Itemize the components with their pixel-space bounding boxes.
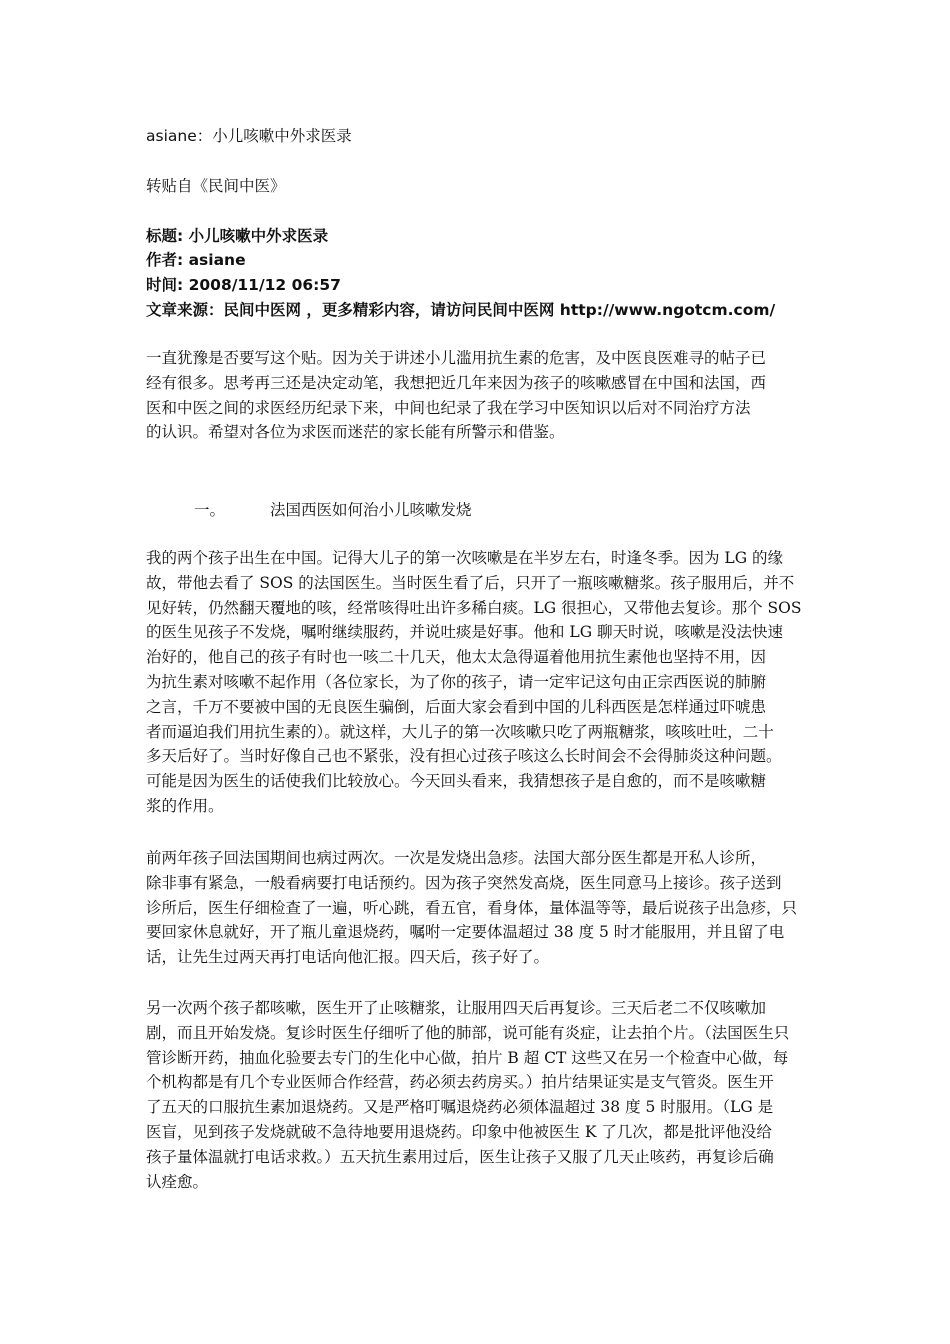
text-line: 可能是因为医生的话使我们比较放心。今天回头看来，我猜想孩子是自愈的，而不是咳嗽糖 <box>146 772 767 791</box>
text-line: 为抗生素对咳嗽不起作用（各位家长，为了你的孩子，请一定牢记这句由正宗西医说的肺腑 <box>146 672 767 691</box>
text-line: 孩子量体温就打电话求救。）五天抗生素用过后，医生让孩子又服了几天止咳药，再复诊后确 <box>146 1147 774 1166</box>
text-line: 之言，千万不要被中国的无良医生骗倒，后面大家会看到中国的儿科西医是怎样通过吓唬患 <box>146 697 767 716</box>
text-line: 多天后好了。当时好像自己也不紧张，没有担心过孩子咳这么长时间会不会得肺炎这种问题。 <box>146 747 782 766</box>
paragraph-3 <box>146 996 814 1194</box>
text-line: 医和中医之间的求医经历纪录下来，中间也纪录了我在学习中医知识以后对不同治疗方法 <box>146 398 751 417</box>
text-line: 见好转，仍然翻天覆地的咳，经常咳得吐出许多稀白痰。LG 很担心，又带他去复诊。那个 SOS <box>146 598 802 617</box>
section-number: 一。 <box>194 501 226 519</box>
text-line: 医盲，见到孩子发烧就破不急待地要用退烧药。印象中他被医生 K 了几次，都是批评他没给 <box>146 1122 772 1141</box>
meta-time: 时间: 2008/11/12 06:57 <box>146 276 341 294</box>
text-line: 者而逼迫我们用抗生素的）。就这样，大儿子的第一次咳嗽只吃了两瓶糖浆，咳咳吐吐，二十 <box>146 722 774 741</box>
text-line: 故，带他去看了 SOS 的法国医生。当时医生看了后，只开了一瓶咳嗽糖浆。孩子服用后，并不 <box>146 573 795 592</box>
intro-paragraph <box>146 346 814 445</box>
text-line: 除非事有紧急，一般看病要打电话预约。因为孩子突然发高烧，医生同意马上接诊。孩子送到 <box>146 873 782 892</box>
text-line: 剧，而且开始发烧。复诊时医生仔细听了他的肺部，说可能有炎症，让去拍个片。（法国医生只 <box>146 1023 790 1042</box>
text-line: 个机构都是有几个专业医师合作经营，药必须去药房买。）拍片结果证实是支气管炎。医生开 <box>146 1073 774 1092</box>
text-line: 我的两个孩子出生在中国。记得大儿子的第一次咳嗽是在半岁左右，时逢冬季。因为 LG 的缘 <box>146 549 784 567</box>
document-heading: asiane：小儿咳嗽中外求医录 <box>146 127 352 145</box>
text-line: 另一次两个孩子都咳嗽，医生开了止咳糖浆，让服用四天后再复诊。三天后老二不仅咳嗽加 <box>146 999 767 1017</box>
text-line: 认痊愈。 <box>146 1172 209 1191</box>
meta-source: 文章来源：民间中医网 ，更多精彩内容，请访问民间中医网 http://www.ngotcm.com/ <box>146 301 776 319</box>
meta-title: 标题: 小儿咳嗽中外求医录 <box>146 227 329 245</box>
text-line: 了五天的口服抗生素加退烧药。又是严格叮嘱退烧药必须体温超过 38 度 5 时服用。（LG 是 <box>146 1098 774 1117</box>
text-line: 的认识。希望对各位为求医而迷茫的家长能有所警示和借鉴。 <box>146 423 565 442</box>
text-line: 管诊断开药，抽血化验要去专门的生化中心做，拍片 B 超 CT 这些又在另一个检查中心做，每 <box>146 1048 789 1067</box>
section-title: 法国西医如何治小儿咳嗽发烧 <box>270 501 472 519</box>
text-line: 话，让先生过两天再打电话向他汇报。四天后，孩子好了。 <box>146 948 550 967</box>
text-line: 浆的作用。 <box>146 796 224 815</box>
repost-source: 转贴自《民间中医》 <box>146 177 286 195</box>
text-line: 诊所后，医生仔细检查了一遍，听心跳，看五官，看身体，量体温等等，最后说孩子出急疹，只 <box>146 898 798 917</box>
text-line: 前两年孩子回法国期间也病过两次。一次是发烧出急疹。法国大部分医生都是开私人诊所， <box>146 849 767 867</box>
meta-author: 作者: asiane <box>146 251 246 269</box>
text-line: 经有很多。思考再三还是决定动笔，我想把近几年来因为孩子的咳嗽感冒在中国和法国，西 <box>146 373 767 392</box>
paragraph-1 <box>146 546 814 819</box>
text-line: 治好的，他自己的孩子有时也一咳二十几天，他太太急得逼着他用抗生素他也坚持不用，因 <box>146 648 767 667</box>
text-line: 的医生见孩子不发烧，嘱咐继续服药，并说吐痰是好事。他和 LG 聊天时说，咳嗽是没法快速 <box>146 623 784 642</box>
text-line: 一直犹豫是否要写这个贴。因为关于讲述小儿滥用抗生素的危害，及中医良医难寻的帖子已 <box>146 349 767 367</box>
text-line: 要回家休息就好，开了瓶儿童退烧药，嘱咐一定要体温超过 38 度 5 时才能服用，并且留了电 <box>146 923 785 942</box>
paragraph-2 <box>146 846 814 970</box>
